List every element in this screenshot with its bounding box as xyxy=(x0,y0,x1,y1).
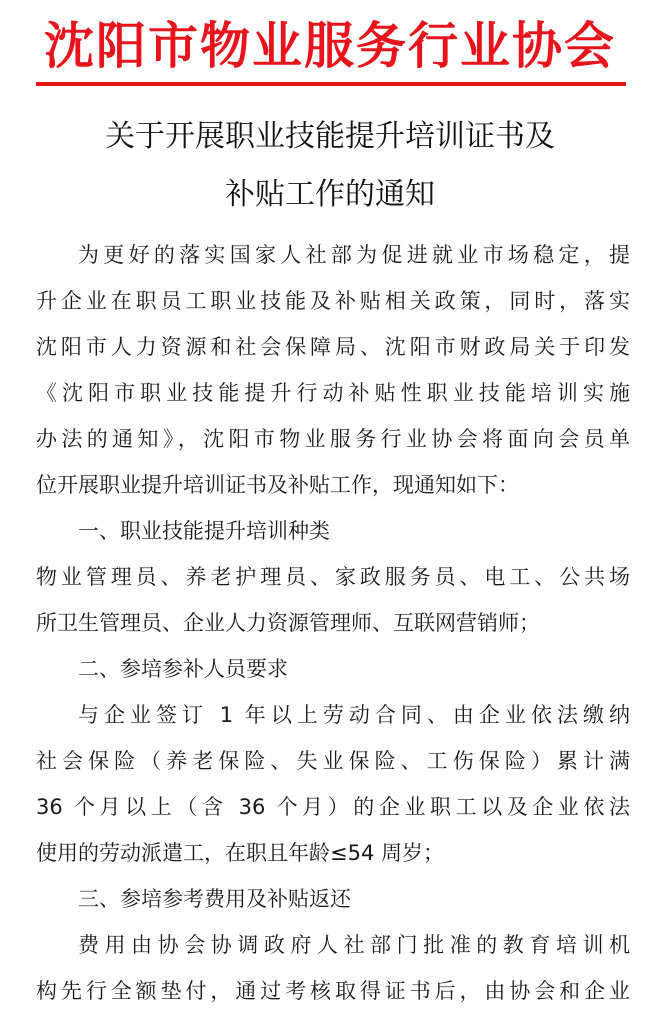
section-heading-2: 二、参培参补人员要求 xyxy=(78,657,288,681)
text-line: 36 个月以上（含 36 个月）的企业职工以及企业依法 xyxy=(36,795,630,819)
organization-name: 沈阳市物业服务行业协会 xyxy=(44,17,616,75)
text-line: 为更好的落实国家人社部为促进就业市场稳定，提 xyxy=(78,243,630,267)
letterhead-red-rule xyxy=(36,82,626,86)
text-line: 社会保险（养老保险、失业保险、工伤保险）累计满 xyxy=(36,749,630,773)
notice-title-line-2: 补贴工作的通知 xyxy=(225,177,435,212)
text-line: 办法的通知》，沈阳市物业服务行业协会将面向会员单 xyxy=(36,427,630,451)
section-heading-1: 一、职业技能提升培训种类 xyxy=(78,519,330,543)
text-line: 使用的劳动派遣工，在职且年龄≤54 周岁； xyxy=(36,841,444,865)
text-line: 《沈阳市职业技能提升行动补贴性职业技能培训实施 xyxy=(36,381,630,405)
notice-title-line-1: 关于开展职业技能提升培训证书及 xyxy=(105,119,555,154)
text-line: 所卫生管理员、企业人力资源管理师、互联网营销师； xyxy=(36,611,540,635)
section-1-paragraph xyxy=(36,554,630,646)
text-line: 构先行全额垫付，通过考核取得证书后，由协会和企业 xyxy=(36,979,630,1003)
section-heading-3: 三、参培参考费用及补贴返还 xyxy=(78,887,351,911)
section-3-paragraph xyxy=(36,922,630,1014)
text-line: 费用由协会协调政府人社部门批准的教育培训机 xyxy=(78,933,630,957)
section-2-paragraph xyxy=(36,692,630,876)
notice-body xyxy=(36,232,630,1014)
intro-paragraph xyxy=(36,232,630,508)
text-line: 位开展职业提升培训证书及补贴工作，现通知如下： xyxy=(36,473,519,497)
text-line: 升企业在职员工职业技能及补贴相关政策，同时，落实 xyxy=(36,289,630,313)
text-line: 物业管理员、养老护理员、家政服务员、电工、公共场 xyxy=(36,565,630,589)
text-line: 沈阳市人力资源和社会保障局、沈阳市财政局关于印发 xyxy=(36,335,630,359)
letterhead xyxy=(0,0,660,96)
text-line: 与企业签订 1 年以上劳动合同、由企业依法缴纳 xyxy=(78,703,630,727)
